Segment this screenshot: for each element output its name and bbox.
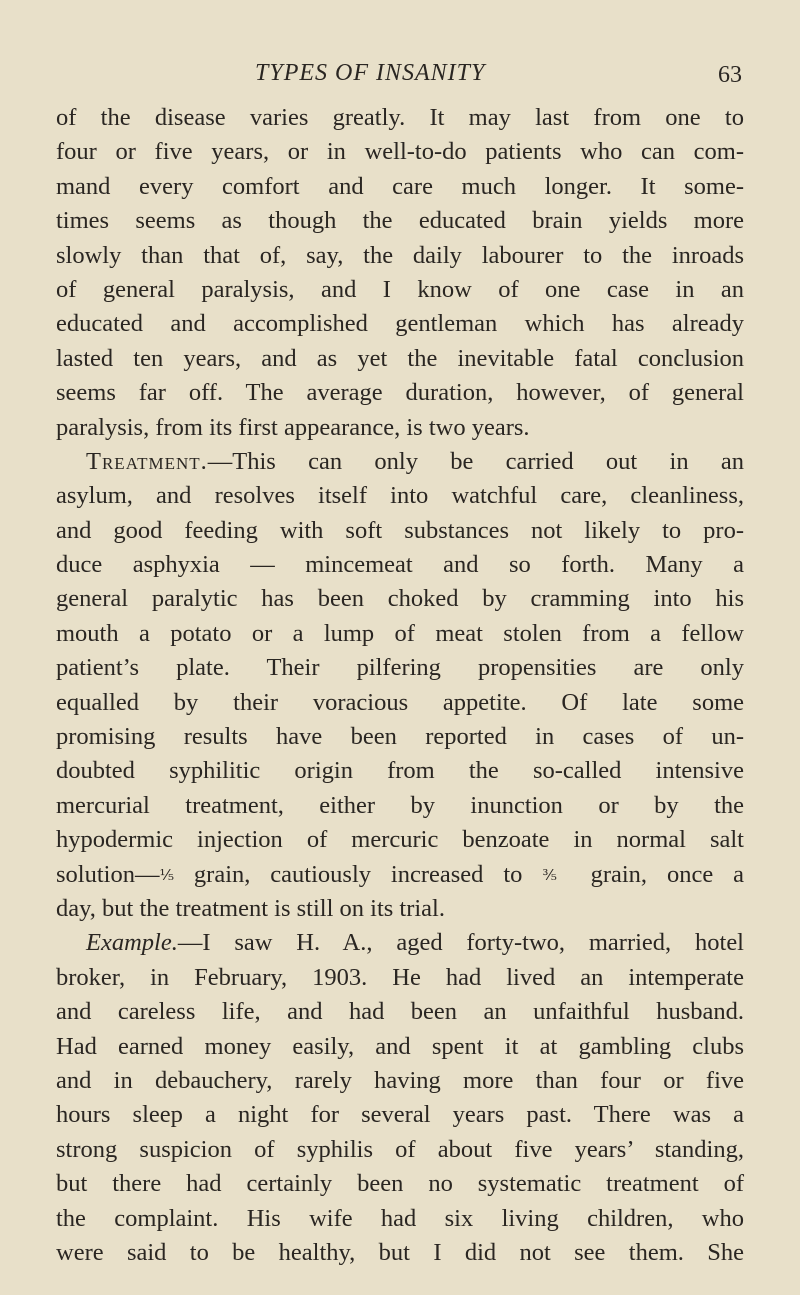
text-line: mercurial treatment, either by inunction or by the (56, 791, 744, 819)
example-line-rest: —I saw H. A., aged forty-two, married, hotel (177, 929, 744, 957)
text-line: times seems as though the educated brain yields more (56, 207, 744, 235)
treatment-heading: Treatment. (86, 447, 208, 475)
text-line: day, but the treatment is still on its trial. (56, 894, 445, 922)
text-line: doubted syphilitic origin from the so-called intensive (56, 757, 744, 785)
dose-text: grain, cautiously increased to (174, 860, 543, 888)
text-line: paralysis, from its first appearance, is two years. (56, 413, 530, 441)
paragraph-treatment (56, 445, 744, 926)
text-line: hours sleep a night for several years past. There was a (56, 1101, 744, 1129)
text-line: of the disease varies greatly. It may last from one to (56, 104, 744, 131)
text-line: patient’s plate. Their pilfering propensities are only (56, 654, 744, 682)
dose-text: grain, once a (570, 860, 745, 888)
dose-text: solution— (56, 860, 160, 888)
text-line: hypodermic injection of mercuric benzoate in normal salt (56, 826, 744, 854)
text-line: equalled by their voracious appetite. Of late some (56, 688, 744, 716)
text-line: mand every comfort and care much longer. It some- (56, 172, 744, 200)
running-title: TYPES OF INSANITY (255, 60, 486, 86)
text-line: four or five years, or in well-to-do patients who can com- (56, 138, 744, 166)
text-line: the complaint. His wife had six living children, who (56, 1204, 744, 1232)
text-line: and careless life, and had been an unfaithful husband. (56, 998, 744, 1026)
text-line: general paralytic has been choked by cramming into his (56, 585, 744, 613)
text-line: of general paralysis, and I know of one case in an (56, 275, 744, 303)
text-line: seems far off. The average duration, however, of general (56, 379, 744, 407)
text-line: duce asphyxia — mincemeat and so forth. Many a (56, 551, 744, 579)
text-line: educated and accomplished gentleman which has already (56, 310, 744, 338)
text-line: and good feeding with soft substances not likely to pro- (56, 516, 744, 544)
text-line: broker, in February, 1903. He had lived an intemperate (56, 963, 744, 991)
text-line: Had earned money easily, and spent it at gambling clubs (56, 1032, 744, 1060)
text-line (56, 445, 744, 479)
text-line: promising results have been reported in cases of un- (56, 723, 744, 751)
text-line: asylum, and resolves itself into watchful care, cleanliness, (56, 482, 744, 510)
treatment-line-rest: —This can only be carried out in an (207, 447, 744, 475)
example-heading: Example. (86, 929, 178, 957)
text-line: slowly than that of, say, the daily labourer to the inroads (56, 241, 744, 269)
paragraph-example (56, 926, 744, 1270)
page-number: 63 (718, 62, 742, 88)
text-line: lasted ten years, and as yet the inevitable fatal conclusion (56, 344, 744, 372)
fraction-three-fifths: ⅗ (542, 867, 571, 884)
text-line: were said to be healthy, but I did not see them. She (56, 1238, 744, 1266)
text-line: mouth a potato or a lump of meat stolen from a fellow (56, 619, 744, 647)
running-head (0, 48, 800, 88)
paragraph-duration (56, 101, 744, 445)
text-line: and in debauchery, rarely having more than four or five (56, 1066, 744, 1094)
body-text (56, 101, 744, 1270)
dose-line (56, 858, 744, 892)
text-line (56, 926, 744, 960)
fraction-one-fifth: ⅕ (159, 867, 175, 884)
text-line: but there had certainly been no systematic treatment of (56, 1170, 744, 1198)
text-line: strong suspicion of syphilis of about five years’ standing, (56, 1135, 744, 1163)
